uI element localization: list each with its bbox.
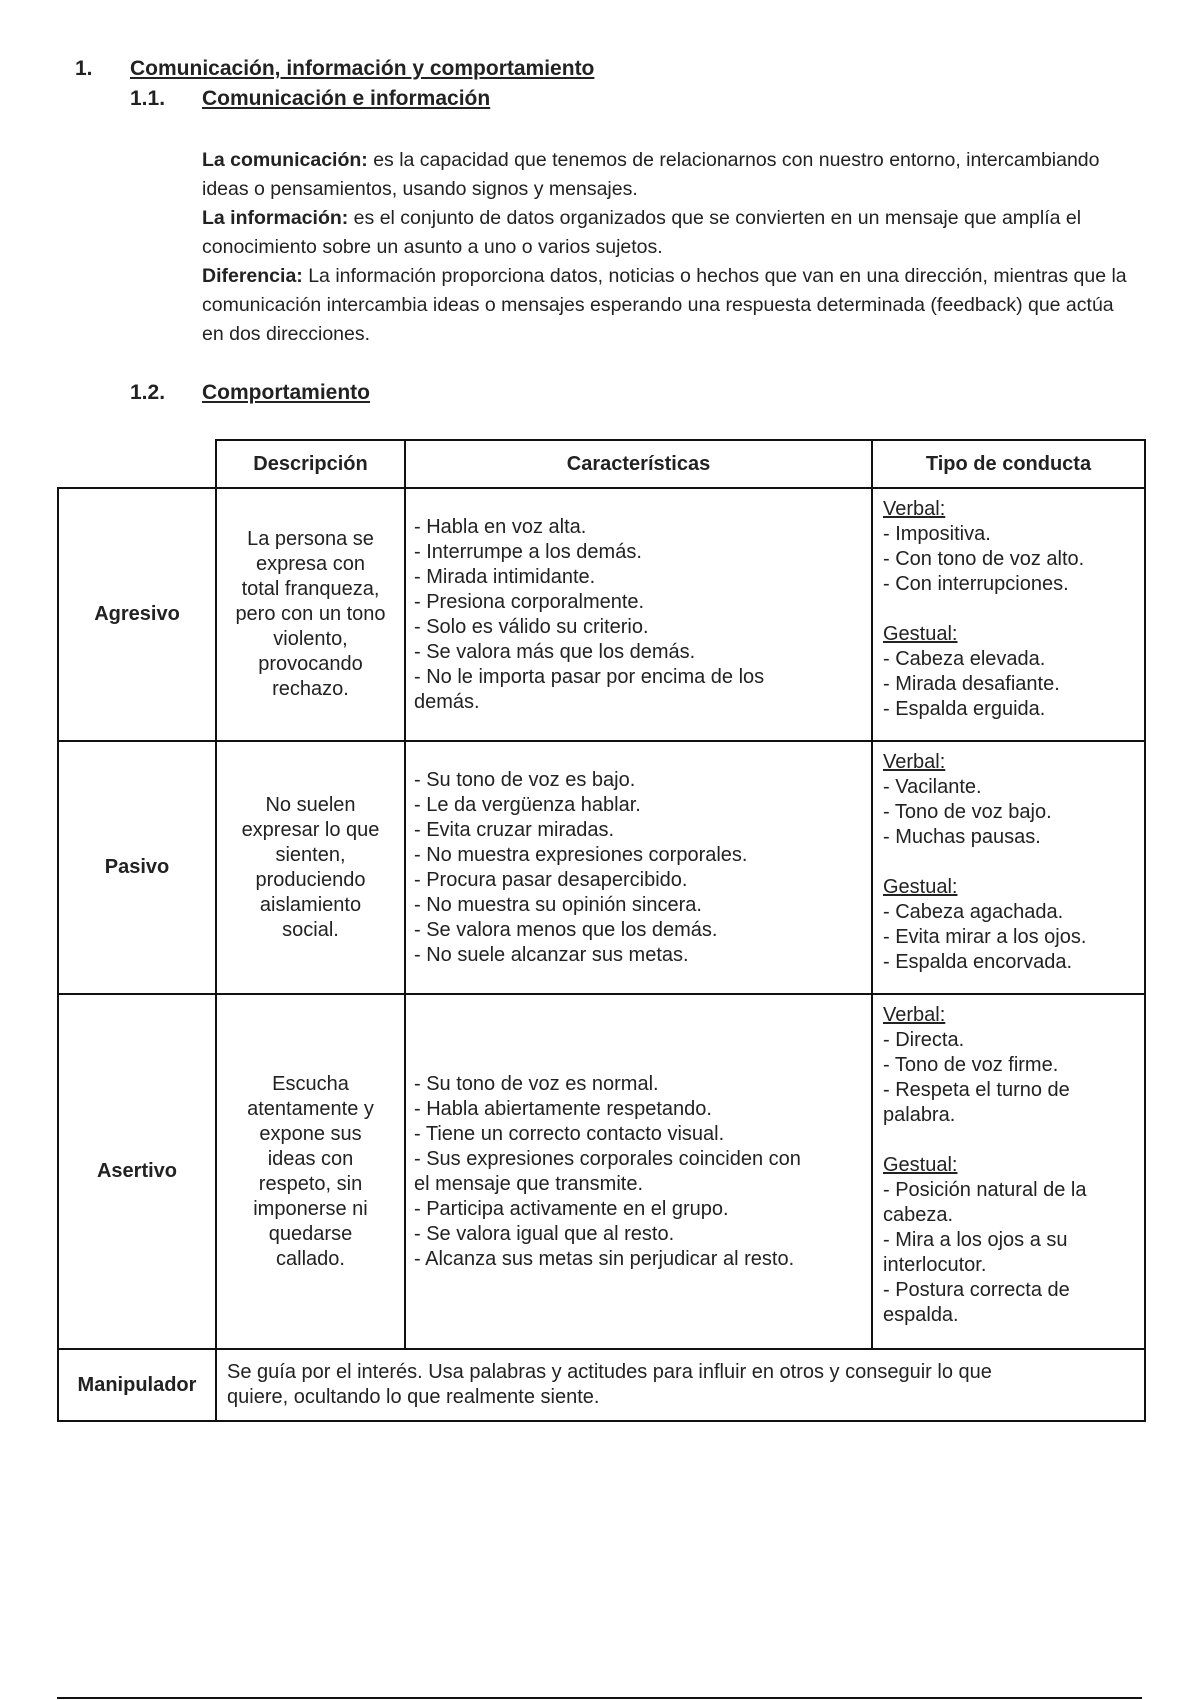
text-line: rechazo.: [272, 678, 349, 700]
text-line: - No suele alcanzar sus metas.: [414, 943, 689, 966]
gestual-title: Gestual:: [883, 1154, 958, 1176]
text-line: - Mirada desafiante.: [883, 673, 1060, 695]
row-label: Asertivo: [58, 994, 216, 1349]
row-conduct: [872, 488, 1145, 741]
text-line: - Espalda encorvada.: [883, 951, 1073, 973]
table-row-manipulador: [58, 1349, 1145, 1421]
heading-1-title: Comunicación, información y comportamiento: [130, 57, 595, 80]
text-line: atentamente y: [247, 1097, 374, 1120]
text-line: callado.: [276, 1247, 345, 1270]
text-line: social.: [282, 918, 339, 941]
row-description: [216, 488, 405, 741]
text-line: - Directa.: [883, 1029, 965, 1051]
definition-informacion: [202, 204, 1132, 262]
row-conduct: [872, 741, 1145, 994]
text-line: - Muchas pausas.: [883, 826, 1041, 848]
text-line: cabeza.: [883, 1204, 954, 1226]
gestual-title: Gestual:: [883, 623, 958, 645]
text-line: quedarse: [268, 1222, 353, 1245]
text-line: - Respeta el turno de: [883, 1079, 1070, 1101]
text-line: - Sus expresiones corporales coinciden con: [414, 1147, 801, 1170]
definition-diferencia-text: La información proporciona datos, noticias o hechos que van en una dirección, mientras que la comunicación intercambia ideas o mensajes esperando una respuesta determinada (feedback) que actúa en dos direcciones.: [202, 265, 1127, 345]
text-line: - Mirada intimidante.: [414, 565, 596, 588]
heading-1-number: 1.: [75, 57, 93, 80]
text-line: espalda.: [883, 1304, 959, 1326]
text-line: - Evita cruzar miradas.: [414, 818, 615, 841]
gestual-list: [883, 1178, 1136, 1328]
term-informacion: La información:: [202, 207, 349, 229]
heading-1-1-title: Comunicación e información: [202, 87, 491, 110]
table-header-row: [58, 440, 1145, 488]
text-line: expresa con: [256, 553, 365, 575]
text-line: produciendo: [255, 868, 366, 891]
text-line: No suelen: [265, 793, 356, 816]
row-label: Agresivo: [58, 488, 216, 741]
text-line: - Tono de voz firme.: [883, 1054, 1059, 1076]
text-line: ideas con: [267, 1147, 354, 1170]
text-line: - Cabeza agachada.: [883, 901, 1064, 923]
text-line: - No le importa pasar por encima de los: [414, 665, 765, 688]
text-line: - Evita mirar a los ojos.: [883, 926, 1087, 948]
gestual-list: [883, 900, 1136, 975]
definition-comunicacion-text: es la capacidad que tenemos de relacionarnos con nuestro entorno, intercambiando ideas o pensamientos, usando signos y mensajes.: [202, 149, 1100, 200]
text-line: - Habla en voz alta.: [414, 515, 587, 538]
text-line: - Con interrupciones.: [883, 573, 1069, 595]
text-line: - Su tono de voz es normal.: [414, 1072, 659, 1095]
text-line: - Posición natural de la: [883, 1179, 1087, 1201]
text-line: - Espalda erguida.: [883, 698, 1046, 720]
text-line: Se guía por el interés. Usa palabras y actitudes para influir en otros y conseguir lo que: [227, 1361, 992, 1383]
verbal-title: Verbal:: [883, 498, 946, 520]
verbal-title: Verbal:: [883, 1004, 946, 1026]
heading-1-2-number: 1.2.: [130, 381, 166, 404]
text-line: - Mira a los ojos a su: [883, 1229, 1068, 1251]
text-line: Escucha: [272, 1072, 349, 1095]
text-line: La persona se: [247, 528, 374, 550]
header-tipo-conducta: Tipo de conducta: [872, 440, 1145, 488]
text-line: - Presiona corporalmente.: [414, 590, 645, 613]
row-characteristics: [405, 741, 872, 994]
text-line: el mensaje que transmite.: [414, 1172, 644, 1195]
table-row: [58, 488, 1145, 741]
term-diferencia: Diferencia:: [202, 265, 303, 287]
text-line: imponerse ni: [253, 1197, 368, 1220]
text-line: - Solo es válido su criterio.: [414, 615, 649, 638]
text-line: sienten,: [275, 843, 346, 866]
definition-diferencia: [202, 262, 1132, 349]
text-line: expone sus: [259, 1122, 362, 1145]
verbal-list: [883, 522, 1136, 597]
verbal-list: [883, 775, 1136, 850]
text-line: - Se valora igual que al resto.: [414, 1222, 675, 1245]
footer-divider: [57, 1697, 1142, 1699]
behavior-table: [57, 439, 1146, 1422]
text-line: interlocutor.: [883, 1254, 987, 1276]
text-line: - No muestra expresiones corporales.: [414, 843, 748, 866]
text-line: pero con un tono: [235, 603, 386, 625]
heading-1-2-title: Comportamiento: [202, 381, 370, 404]
text-line: - Postura correcta de: [883, 1279, 1070, 1301]
verbal-title: Verbal:: [883, 751, 946, 773]
text-line: - Con tono de voz alto.: [883, 548, 1085, 570]
text-line: - Habla abiertamente respetando.: [414, 1097, 712, 1120]
text-line: - Le da vergüenza hablar.: [414, 793, 641, 816]
row-label-manipulador: Manipulador: [58, 1349, 216, 1421]
text-line: demás.: [414, 690, 480, 713]
text-line: - Participa activamente en el grupo.: [414, 1197, 729, 1220]
text-line: - Tono de voz bajo.: [883, 801, 1052, 823]
text-line: - Vacilante.: [883, 776, 982, 798]
table-row: [58, 994, 1145, 1349]
term-comunicacion: La comunicación:: [202, 149, 368, 171]
text-line: respeto, sin: [258, 1172, 363, 1195]
table-row: [58, 741, 1145, 994]
gestual-title: Gestual:: [883, 876, 958, 898]
header-descripcion: Descripción: [216, 440, 405, 488]
intro-definitions: [202, 146, 1132, 349]
text-line: expresar lo que: [241, 818, 380, 841]
text-line: provocando: [258, 653, 363, 675]
text-line: total franqueza,: [241, 578, 380, 600]
row-characteristics: [405, 994, 872, 1349]
definition-comunicacion: [202, 146, 1132, 204]
row-description: [216, 741, 405, 994]
text-line: - Su tono de voz es bajo.: [414, 768, 636, 791]
header-caracteristicas: Características: [405, 440, 872, 488]
definition-informacion-text: es el conjunto de datos organizados que se convierten en un mensaje que amplía el conocimiento sobre un asunto a uno o varios sujetos.: [202, 207, 1082, 258]
text-line: - No muestra su opinión sincera.: [414, 893, 702, 916]
gestual-list: [883, 647, 1136, 722]
row-characteristics: [405, 488, 872, 741]
heading-1-1-number: 1.1.: [130, 87, 166, 110]
row-label: Pasivo: [58, 741, 216, 994]
text-line: - Procura pasar desapercibido.: [414, 868, 688, 891]
row-conduct: [872, 994, 1145, 1349]
text-line: palabra.: [883, 1104, 956, 1126]
text-line: - Tiene un correcto contacto visual.: [414, 1122, 725, 1145]
text-line: - Se valora más que los demás.: [414, 640, 696, 663]
text-line: aislamiento: [259, 893, 362, 916]
manipulador-description: [216, 1349, 1145, 1421]
table-corner: [58, 440, 216, 488]
text-line: violento,: [273, 628, 348, 650]
text-line: - Se valora menos que los demás.: [414, 918, 718, 941]
text-line: quiere, ocultando lo que realmente siente.: [227, 1386, 600, 1408]
verbal-list: [883, 1028, 1136, 1128]
text-line: - Interrumpe a los demás.: [414, 540, 642, 563]
text-line: - Alcanza sus metas sin perjudicar al resto.: [414, 1247, 795, 1270]
text-line: - Impositiva.: [883, 523, 991, 545]
row-description: [216, 994, 405, 1349]
text-line: - Cabeza elevada.: [883, 648, 1046, 670]
